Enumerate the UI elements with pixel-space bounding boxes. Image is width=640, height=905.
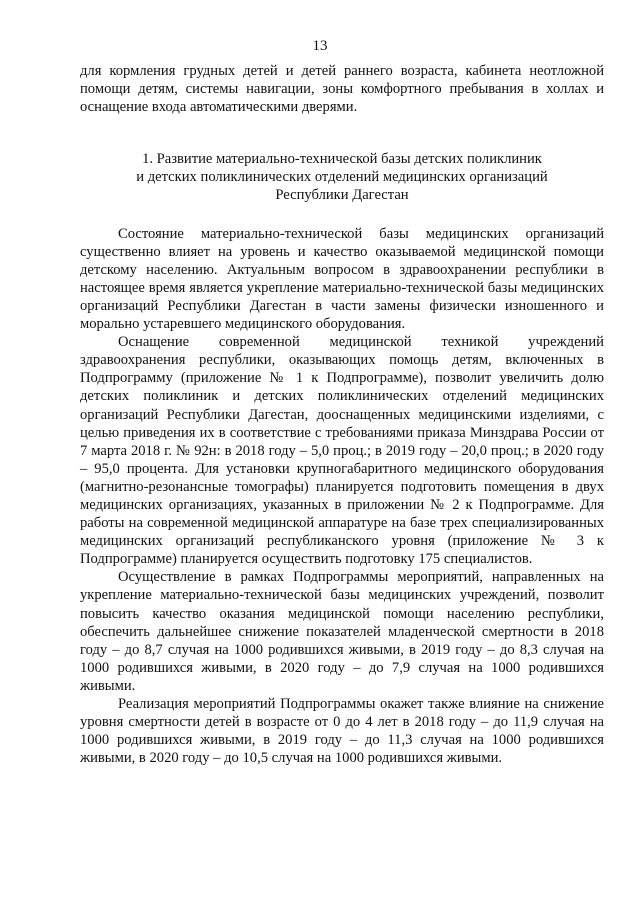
body-paragraph: Оснащение современной медицинской техникой учреждений здравоохранения республики, оказывающих помощь детям, включенных в Подпрограмму (приложение № 1 к Подпрограмме), позволит увеличить долю детских поликлиник и детских поликлинических отделений медицинских организаций Республики Дагестан, дооснащенных медицинскими изделиями, с целью приведения их в соответствие с требованиями приказа Минздрава России от 7 марта 2018 г. № 92н: в 2018 году – 5,0 проц.; в 2019 году – 20,0 проц.; в 2020 году – 95,0 процента. Для установки крупногабаритного медицинского оборудования (магнитно-резонансные томографы) планируется подготовить помещения в двух медицинских организациях, указанных в приложении № 2 к Подпрограмме. Для работы на современной медицинской аппаратуре на базе трех специализированных медицинских организаций республиканского уровня (приложение № 3 к Подпрограмме) планируется осуществить подготовку 175 специалистов. bbox=[80, 334, 604, 568]
page-number: 13 bbox=[312, 38, 328, 54]
section-heading-line-3: Республики Дагестан bbox=[275, 187, 409, 204]
section-heading-line-1: 1. Развитие материально-технической базы детских поликлиник bbox=[142, 151, 542, 168]
body-paragraph: Реализация мероприятий Подпрограммы окажет также влияние на снижение уровня смертности детей в возрасте от 0 до 4 лет в 2018 году – до 11,9 случая на 1000 родившихся живыми, в 2019 году – до 11,3 случая на 1000 родившихся живыми, в 2020 году – до 10,5 случая на 1000 родившихся живыми. bbox=[80, 696, 604, 767]
body-paragraph: Осуществление в рамках Подпрограммы мероприятий, направленных на укрепление материально-технической базы медицинских учреждений, позволит повысить качество оказания медицинской помощи населению республики, обеспечить дальнейшее снижение показателей младенческой смертности в 2018 году – до 8,7 случая на 1000 родившихся живыми, в 2019 году – до 8,3 случая на 1000 родившихся живыми, в 2020 году – до 7,9 случая на 1000 родившихся живыми. bbox=[80, 569, 604, 694]
page-content bbox=[80, 62, 604, 767]
intro-paragraph: для кормления грудных детей и детей раннего возраста, кабинета неотложной помощи детям, системы навигации, зоны комфортного пребывания в холлах и оснащение входа автоматическими дверями. bbox=[80, 63, 604, 116]
body-paragraph: Состояние материально-технической базы медицинских организаций существенно влияет на уровень и качество оказываемой медицинской помощи детскому населению. Актуальным вопросом в здравоохранении республики в настоящее время является укрепление материально-технической базы медицинских организаций Республики Дагестан в части замены физически изношенного и морально устаревшего медицинского оборудования. bbox=[80, 225, 604, 333]
section-heading-line-2: и детских поликлинических отделений медицинских организаций bbox=[136, 169, 548, 186]
section-heading bbox=[80, 150, 604, 204]
